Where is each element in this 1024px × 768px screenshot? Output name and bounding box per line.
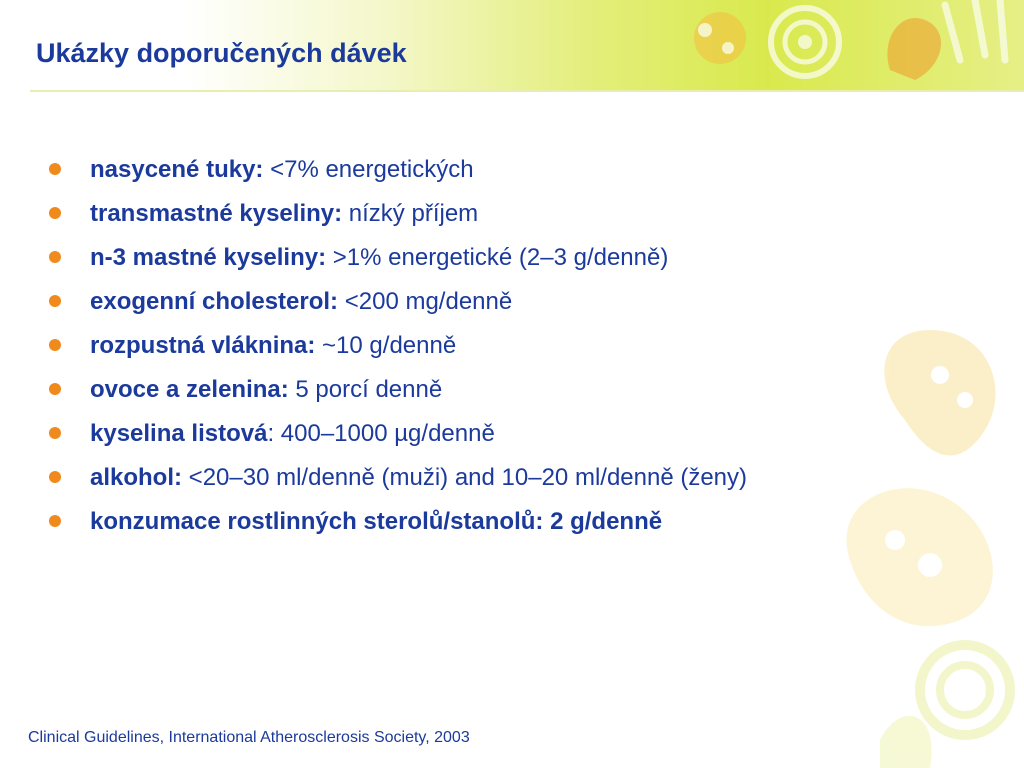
list-item [45, 418, 865, 449]
list-item [45, 242, 865, 273]
footer-citation: Clinical Guidelines, International Atherosclerosis Society, 2003 [28, 729, 470, 746]
header-divider [30, 90, 1024, 92]
item-term: konzumace rostlinných sterolů/stanolů: 2 g/denně [90, 508, 663, 535]
item-value: <20–30 ml/denně (muži) and 10–20 ml/denně (ženy) [182, 464, 748, 491]
item-value: <7% energetických [263, 156, 474, 183]
bullet-icon [49, 207, 61, 219]
item-term: ovoce a zelenina: [90, 376, 289, 403]
list-item [45, 506, 865, 537]
item-term: rozpustná vláknina: [90, 332, 316, 359]
item-term: transmastné kyseliny: [90, 200, 343, 227]
list-item [45, 198, 865, 229]
bullet-icon [49, 383, 61, 395]
list-item [45, 286, 865, 317]
item-value: : 400–1000 µg/denně [267, 420, 495, 447]
list-item [45, 462, 865, 493]
list-item [45, 154, 865, 185]
item-term: nasycené tuky: [90, 156, 264, 183]
bullet-icon [49, 471, 61, 483]
bullet-icon [49, 251, 61, 263]
item-value: nízký příjem [342, 200, 479, 227]
bullet-icon [49, 427, 61, 439]
page-title: Ukázky doporučených dávek [36, 38, 407, 68]
bullet-icon [49, 295, 61, 307]
bullet-icon [49, 339, 61, 351]
item-value: 5 porcí denně [288, 376, 443, 403]
list-item [45, 330, 865, 361]
item-value: <200 mg/denně [338, 288, 513, 315]
item-term: exogenní cholesterol: [90, 288, 339, 315]
list-item [45, 374, 865, 405]
item-value: >1% energetické (2–3 g/denně) [326, 244, 669, 271]
item-term: alkohol: [90, 464, 183, 491]
item-term: n-3 mastné kyseliny: [90, 244, 327, 271]
bullet-icon [49, 163, 61, 175]
bullet-icon [49, 515, 61, 527]
item-term: kyselina listová [90, 420, 268, 447]
item-value: ~10 g/denně [315, 332, 457, 359]
recommendation-list [45, 154, 865, 550]
